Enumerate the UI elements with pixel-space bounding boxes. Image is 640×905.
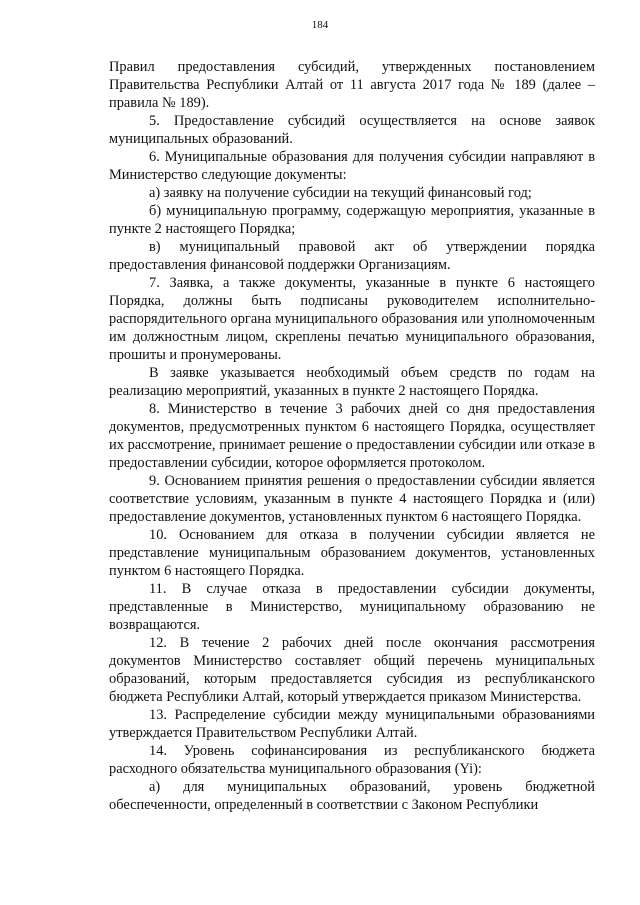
paragraph-continuation: Правил предоставления субсидий, утвержденных постановлением Правительства Республики Алтай от 11 августа 2017 года № 189 (далее – правила № 189). xyxy=(109,59,595,111)
paragraph-item-14: 14. Уровень софинансирования из республиканского бюджета расходного обязательства муниципального образования (Yi): xyxy=(109,743,595,777)
paragraph-item-6b: б) муниципальную программу, содержащую мероприятия, указанные в пункте 2 настоящего Порядка; xyxy=(109,203,595,237)
paragraph-item-12: 12. В течение 2 рабочих дней после окончания рассмотрения документов Министерство составляет общий перечень муниципальных образований, которым предоставляется субсидия из республиканского бюджета Республики Алтай, который утверждается приказом Министерства. xyxy=(109,635,595,705)
paragraph-item-5: 5. Предоставление субсидий осуществляется на основе заявок муниципальных образований. xyxy=(109,113,595,147)
paragraph-item-9: 9. Основанием принятия решения о предоставлении субсидии является соответствие условиям, указанным в пункте 4 настоящего Порядка и (или) предоставление документов, установленных пунктом 6 настоящего Порядка. xyxy=(109,473,595,525)
paragraph-item-6a: а) заявку на получение субсидии на текущий финансовый год; xyxy=(149,185,532,201)
paragraph-item-10: 10. Основанием для отказа в получении субсидии является не представление муниципальным образованием документов, установленных пунктом 6 настоящего Порядка. xyxy=(109,527,595,579)
paragraph-item-8: 8. Министерство в течение 3 рабочих дней со дня предоставления документов, предусмотренных пунктом 6 настоящего Порядка, осуществляет их рассмотрение, принимает решение о предоставлении субсидии или отказе в предоставлении субсидии, которое оформляется протоколом. xyxy=(109,401,595,471)
paragraph-item-14a: а) для муниципальных образований, уровень бюджетной обеспеченности, определенный в соответствии с Законом Республики xyxy=(109,779,595,813)
paragraph-item-7: 7. Заявка, а также документы, указанные в пункте 6 настоящего Порядка, должны быть подписаны руководителем исполнительно-распорядительного органа муниципального образования или уполномоченным им должностным лицом, скреплены печатью муниципального образования, прошиты и пронумерованы. xyxy=(109,275,595,363)
paragraph-item-13: 13. Распределение субсидии между муниципальными образованиями утверждается Правительством Республики Алтай. xyxy=(109,707,595,741)
page-number: 184 xyxy=(311,19,329,31)
paragraph-item-7-note: В заявке указывается необходимый объем средств по годам на реализацию мероприятий, указанных в пункте 2 настоящего Порядка. xyxy=(109,365,595,399)
document-body xyxy=(109,58,595,814)
paragraph-item-6: 6. Муниципальные образования для получения субсидии направляют в Министерство следующие документы: xyxy=(109,149,595,183)
paragraph-item-6v: в) муниципальный правовой акт об утверждении порядка предоставления финансовой поддержки Организациям. xyxy=(109,239,595,273)
paragraph-item-11: 11. В случае отказа в предоставлении субсидии документы, представленные в Министерство, муниципальному образованию не возвращаются. xyxy=(109,581,595,633)
